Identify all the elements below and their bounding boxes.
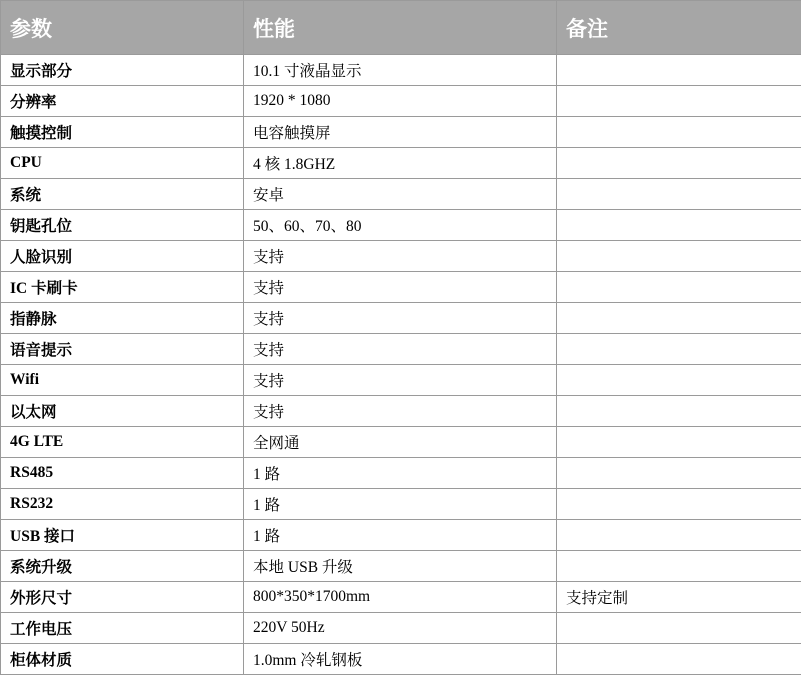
cell-remark	[557, 458, 801, 489]
cell-parameter: RS232	[1, 489, 244, 520]
cell-performance: 支持	[244, 396, 557, 427]
cell-performance: 全网通	[244, 427, 557, 458]
column-header-performance: 性能	[244, 1, 557, 55]
cell-performance: 1920 * 1080	[244, 86, 557, 117]
cell-remark	[557, 117, 801, 148]
cell-performance: 支持	[244, 241, 557, 272]
cell-remark	[557, 551, 801, 582]
table-row	[1, 582, 801, 613]
cell-remark	[557, 148, 801, 179]
cell-remark	[557, 396, 801, 427]
table-row	[1, 272, 801, 303]
cell-performance: 安卓	[244, 179, 557, 210]
table-row	[1, 551, 801, 582]
table-row	[1, 644, 801, 675]
cell-parameter: 柜体材质	[1, 644, 244, 675]
cell-performance: 10.1 寸液晶显示	[244, 55, 557, 86]
cell-parameter: RS485	[1, 458, 244, 489]
cell-parameter: 分辨率	[1, 86, 244, 117]
cell-parameter: 指静脉	[1, 303, 244, 334]
cell-parameter: 显示部分	[1, 55, 244, 86]
cell-performance: 支持	[244, 303, 557, 334]
cell-performance: 电容触摸屏	[244, 117, 557, 148]
table-row	[1, 117, 801, 148]
table-row	[1, 179, 801, 210]
table-row	[1, 396, 801, 427]
column-header-remark: 备注	[557, 1, 801, 55]
cell-performance: 220V 50Hz	[244, 613, 557, 644]
cell-parameter: 触摸控制	[1, 117, 244, 148]
cell-remark	[557, 489, 801, 520]
table-row	[1, 334, 801, 365]
cell-remark	[557, 613, 801, 644]
table-row	[1, 520, 801, 551]
cell-performance: 支持	[244, 272, 557, 303]
cell-parameter: 系统	[1, 179, 244, 210]
cell-parameter: 人脸识别	[1, 241, 244, 272]
cell-parameter: 语音提示	[1, 334, 244, 365]
cell-parameter: Wifi	[1, 365, 244, 396]
cell-remark	[557, 272, 801, 303]
cell-remark	[557, 303, 801, 334]
table-body	[1, 55, 801, 675]
table-row	[1, 458, 801, 489]
cell-remark	[557, 241, 801, 272]
cell-remark	[557, 427, 801, 458]
cell-parameter: USB 接口	[1, 520, 244, 551]
table-row	[1, 613, 801, 644]
cell-parameter: CPU	[1, 148, 244, 179]
cell-performance: 支持	[244, 334, 557, 365]
cell-remark	[557, 644, 801, 675]
cell-performance: 1.0mm 冷轧钢板	[244, 644, 557, 675]
table-header	[1, 1, 801, 55]
cell-parameter: 4G LTE	[1, 427, 244, 458]
cell-performance: 4 核 1.8GHZ	[244, 148, 557, 179]
table-row	[1, 86, 801, 117]
cell-performance: 50、60、70、80	[244, 210, 557, 241]
cell-parameter: IC 卡刷卡	[1, 272, 244, 303]
column-header-parameter: 参数	[1, 1, 244, 55]
cell-remark	[557, 55, 801, 86]
cell-performance: 800*350*1700mm	[244, 582, 557, 613]
cell-performance: 1 路	[244, 489, 557, 520]
cell-remark: 支持定制	[557, 582, 801, 613]
cell-parameter: 系统升级	[1, 551, 244, 582]
cell-parameter: 外形尺寸	[1, 582, 244, 613]
cell-performance: 1 路	[244, 520, 557, 551]
table-row	[1, 241, 801, 272]
table-row	[1, 148, 801, 179]
table-header-row	[1, 1, 801, 55]
cell-remark	[557, 86, 801, 117]
cell-parameter: 工作电压	[1, 613, 244, 644]
table-row	[1, 210, 801, 241]
table-row	[1, 427, 801, 458]
table-row	[1, 365, 801, 396]
cell-performance: 支持	[244, 365, 557, 396]
table-row	[1, 489, 801, 520]
cell-parameter: 钥匙孔位	[1, 210, 244, 241]
cell-remark	[557, 365, 801, 396]
table-row	[1, 55, 801, 86]
cell-performance: 1 路	[244, 458, 557, 489]
cell-remark	[557, 334, 801, 365]
cell-remark	[557, 179, 801, 210]
table-row	[1, 303, 801, 334]
cell-performance: 本地 USB 升级	[244, 551, 557, 582]
cell-parameter: 以太网	[1, 396, 244, 427]
cell-remark	[557, 210, 801, 241]
cell-remark	[557, 520, 801, 551]
